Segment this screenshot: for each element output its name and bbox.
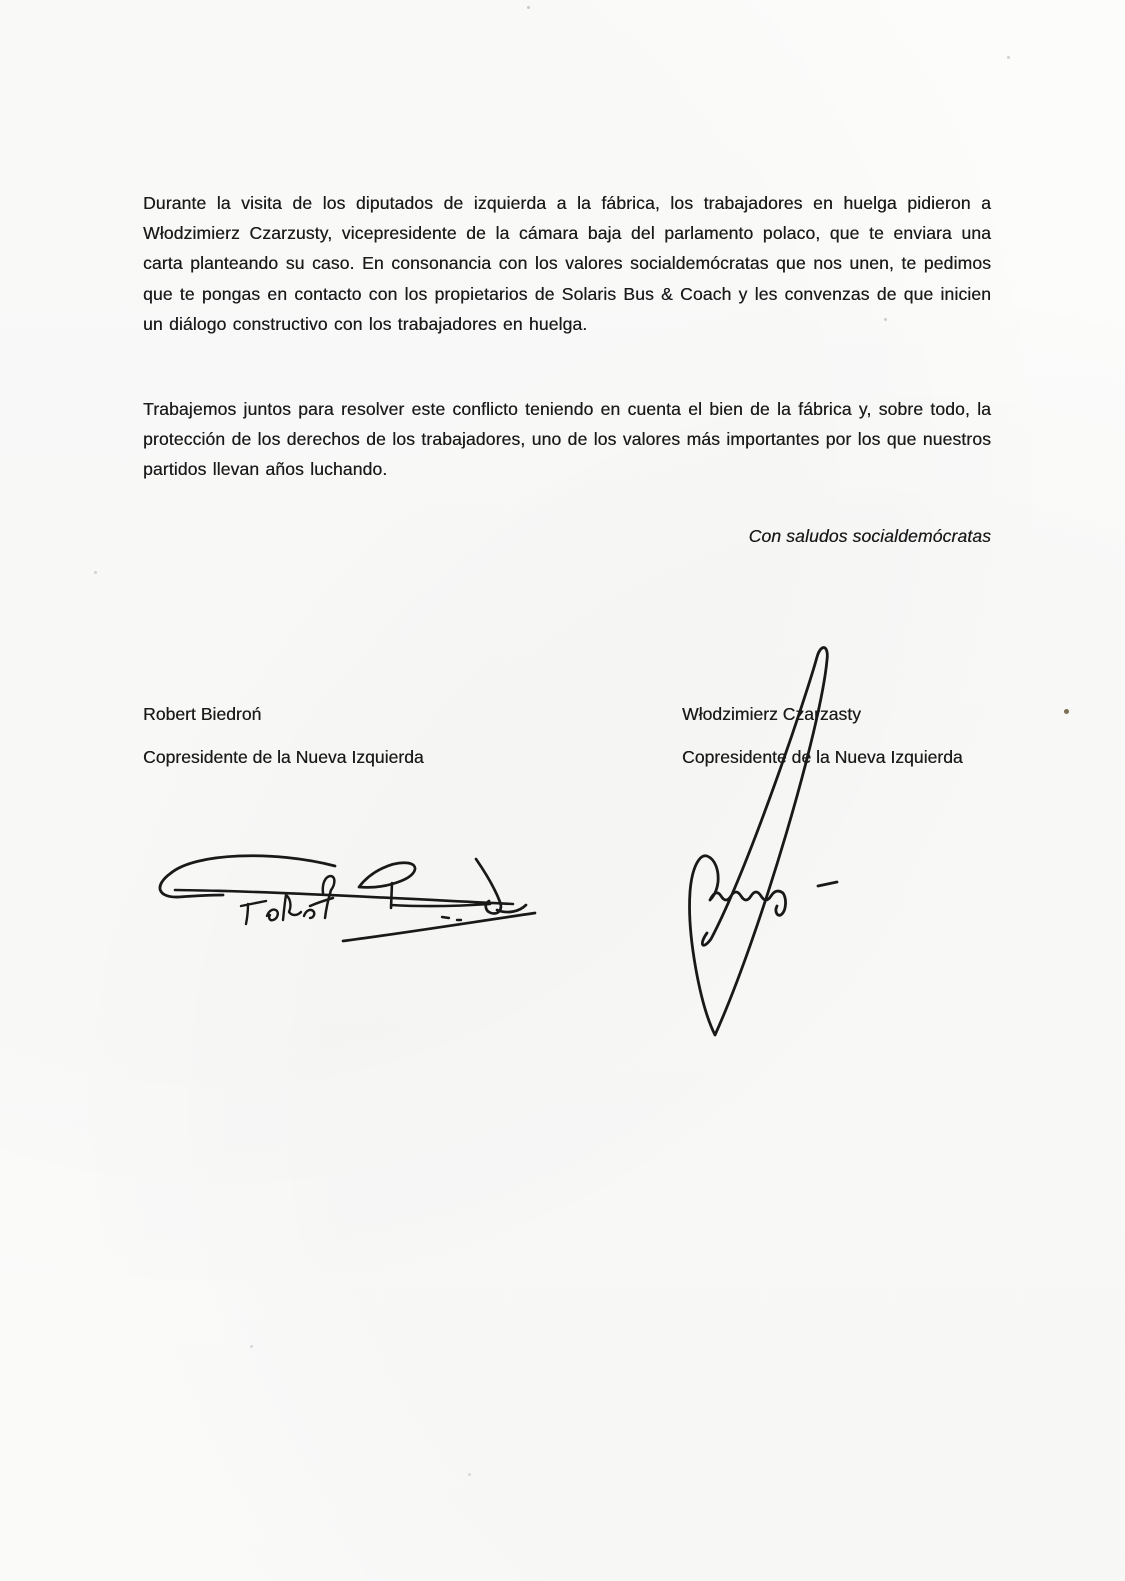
signatory-title-wlodzimierz-czarzasty: Copresidente de la Nueva Izquierda [682, 747, 963, 767]
signatory-name-wlodzimierz-czarzasty: Włodzimierz Czarzasty [682, 704, 861, 724]
scan-speck [468, 1473, 471, 1476]
scan-speck [527, 6, 530, 9]
signatory-name-robert-biedron: Robert Biedroń [143, 704, 262, 724]
valediction: Con saludos socialdemócratas [748, 526, 991, 546]
scan-speck [1007, 56, 1010, 59]
letter-paragraph-2: Trabajemos juntos para resolver este conflicto teniendo en cuenta el bien de la fábrica y, sobre todo, la protección de los derechos de los trabajadores, uno de los valores más importantes por los que nuestros partidos llevan años luchando. [143, 398, 991, 480]
signatory-title-robert-biedron: Copresidente de la Nueva Izquierda [143, 747, 424, 767]
wlodzimierz-czarzasty-signature [655, 635, 855, 1050]
scan-speck [884, 318, 887, 321]
letter-paragraph-1: Durante la visita de los diputados de izquierda a la fábrica, los trabajadores en huelga pidieron a Włodzimierz Czarzusty, vicepresidente de la cámara baja del parlamento polaco, que te enviara una carta planteando su caso. En consonancia con los valores socialdemócratas que nos unen, te pedimos que te pongas en contacto con los propietarios de Solaris Bus & Coach y les convenzas de que inicien un diálogo constructivo con los trabajadores en huelga. [143, 192, 991, 335]
scan-speck [94, 571, 97, 574]
scan-speck [1064, 709, 1069, 714]
robert-biedron-signature [145, 840, 545, 950]
scan-speck [250, 1345, 253, 1348]
